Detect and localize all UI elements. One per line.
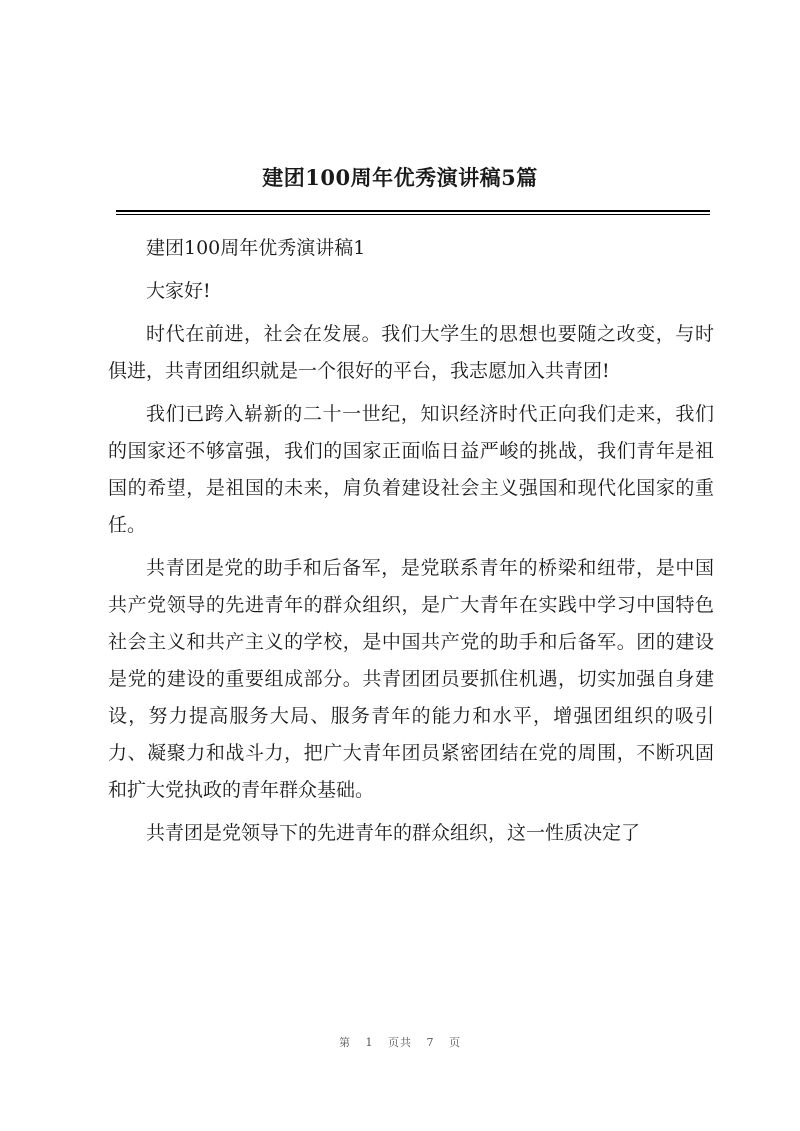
document-title: 建团100周年优秀演讲稿5篇	[262, 165, 538, 190]
footer-prefix: 第	[339, 1036, 351, 1049]
greeting: 大家好!	[146, 280, 211, 302]
paragraph: 共青团是党领导下的先进青年的群众组织，这一性质决定了	[146, 822, 641, 844]
title-divider-thin	[116, 214, 710, 215]
footer-suffix: 页	[449, 1036, 461, 1049]
page-footer	[0, 1034, 800, 1050]
title-divider-thick	[116, 210, 710, 212]
paragraph: 我们已跨入崭新的二十一世纪，知识经济时代正向我们走来，我们的国家还不够富强，我们的国家正面临日益严峻的挑战，我们青年是祖国的希望，是祖国的未来，肩负着建设社会主义强国和现代化国家的重任。	[108, 403, 714, 536]
section-heading: 建团100周年优秀演讲稿1	[146, 237, 366, 259]
paragraph: 时代在前进，社会在发展。我们大学生的思想也要随之改变，与时俱进，共青团组织就是一个很好的平台，我志愿加入共青团!	[108, 323, 714, 382]
total-pages-number: 7	[426, 1036, 435, 1049]
current-page-number: 1	[365, 1036, 374, 1049]
paragraph: 共青团是党的助手和后备军，是党联系青年的桥梁和纽带，是中国共产党领导的先进青年的群众组织，是广大青年在实践中学习中国特色社会主义和共产主义的学校，是中国共产党的助手和后备军。团的建设是党的建设的重要组成部分。共青团团员要抓住机遇，切实加强自身建设，努力提高服务大局、服务青年的能力和水平，增强团组织的吸引力、凝聚力和战斗力，把广大青年团员紧密团结在党的周围，不断巩固和扩大党执政的青年群众基础。	[108, 557, 714, 801]
footer-middle: 页共	[388, 1036, 412, 1049]
document-body	[108, 230, 714, 858]
